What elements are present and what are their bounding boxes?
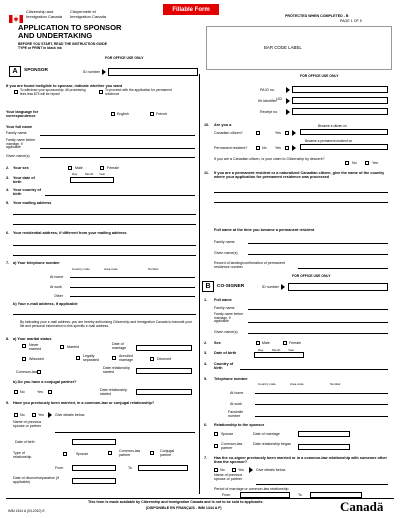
b-q5-label: Telephone number bbox=[214, 377, 248, 381]
arrow-icon bbox=[286, 109, 290, 115]
b-give-details-text: Give details below. bbox=[256, 468, 286, 472]
dob-field[interactable] bbox=[70, 177, 114, 183]
b-male-text: Male bbox=[262, 341, 270, 345]
work-phone-field[interactable] bbox=[70, 283, 195, 288]
conjugal-no-text: No bbox=[20, 390, 25, 394]
pa-id-field bbox=[292, 86, 388, 93]
q4-number: 4. bbox=[6, 188, 10, 192]
divorced-checkbox[interactable] bbox=[150, 357, 154, 361]
prev-dob-label: Date of birth bbox=[15, 440, 35, 444]
pr-family-name-label: Family name bbox=[214, 240, 235, 244]
arrow-icon bbox=[48, 412, 52, 418]
q9-label: Have you previously been married, in a common-law or conjugal relationship? bbox=[13, 401, 155, 405]
prev-dob-field[interactable] bbox=[72, 439, 116, 445]
citizen-by-descent-label: If you are a Canadian citizen, is your claim to Citizenship by descent? bbox=[214, 157, 325, 161]
pr-family-name-field[interactable] bbox=[248, 239, 388, 244]
b-given-names-label: Given name(s) bbox=[214, 330, 238, 334]
q9-number: 9. bbox=[6, 401, 10, 405]
b-year-label: Year bbox=[288, 348, 295, 352]
email-label: b) Your e-mail address, if applicable bbox=[13, 302, 78, 306]
pr-given-names-field[interactable] bbox=[248, 250, 388, 255]
male-checkbox[interactable] bbox=[68, 166, 72, 170]
country-birth-field[interactable] bbox=[45, 191, 195, 196]
annulled-text: Annulled marriage bbox=[119, 354, 134, 363]
french-checkbox[interactable] bbox=[150, 112, 154, 116]
mailing-line-2[interactable] bbox=[13, 220, 196, 225]
form-code: IMM 1344 A (03-2010) E bbox=[8, 509, 45, 513]
id-number-label-a: ID number bbox=[83, 70, 100, 74]
b-q1-label: Full name bbox=[214, 298, 232, 302]
home-phone-field[interactable] bbox=[70, 273, 195, 278]
q5-label: Your mailing address bbox=[13, 201, 52, 205]
other-phone-label: Other bbox=[54, 294, 63, 298]
descent-yes-checkbox[interactable] bbox=[365, 161, 369, 165]
b-q1-number: 1. bbox=[204, 298, 208, 302]
section-b-letter: B bbox=[202, 281, 214, 292]
b-prev-spouse-field[interactable] bbox=[256, 480, 388, 485]
arrow-icon bbox=[292, 145, 296, 151]
id-number-field-a bbox=[108, 68, 198, 76]
from-field[interactable] bbox=[72, 465, 116, 471]
b-prev-yes-checkbox[interactable] bbox=[232, 468, 236, 472]
q2-label: Your sex bbox=[13, 166, 29, 170]
date-rel-started-field-2[interactable] bbox=[136, 389, 192, 395]
id-number-field-b bbox=[288, 283, 388, 291]
full-name-pr-label: Full name at the time you became a permanent resident bbox=[214, 228, 315, 232]
b-facsimile-label: Facsimile number bbox=[228, 410, 244, 419]
q11-country-field-1[interactable] bbox=[214, 188, 388, 193]
gov-name-en: Citizenship and Immigration Canada bbox=[26, 9, 63, 19]
married-checkbox[interactable] bbox=[60, 345, 64, 349]
b-day-label: Day bbox=[258, 348, 264, 352]
type-spouse-text: Spouse bbox=[76, 452, 89, 456]
record-landing-field[interactable] bbox=[298, 264, 388, 269]
date-marriage-field[interactable] bbox=[136, 345, 192, 351]
b-q6-number: 6. bbox=[204, 423, 208, 427]
b-home-phone-field[interactable] bbox=[255, 389, 388, 394]
married-text: Married bbox=[67, 345, 80, 349]
english-text: English bbox=[117, 112, 129, 116]
b-family-name-field[interactable] bbox=[248, 305, 388, 310]
type-common-law-text: Common-law partner bbox=[119, 449, 141, 458]
b-q3-number: 3. bbox=[204, 351, 208, 355]
widowed-text: Widowed bbox=[29, 357, 44, 361]
given-names-label: Given name(s) bbox=[6, 154, 30, 158]
kit-id-label: Kit identifier bbox=[258, 99, 277, 103]
b-q4-number: 4. bbox=[204, 362, 208, 366]
b-common-law-text: Common-law partner bbox=[221, 442, 243, 451]
canada-wordmark: Canadä bbox=[340, 499, 384, 514]
form-title bbox=[18, 24, 122, 40]
country-code-label: Country code bbox=[72, 267, 90, 271]
date-rel-started-label: Date relationship started bbox=[103, 366, 130, 375]
male-text: Male bbox=[75, 166, 83, 170]
office-use-b: FOR OFFICE USE ONLY bbox=[292, 274, 331, 278]
conjugal-no-checkbox[interactable] bbox=[14, 390, 18, 394]
b-prev-yes-text: Yes bbox=[238, 468, 244, 472]
proceed-text: To proceed with the application for permanent residence bbox=[105, 88, 172, 96]
b-q4-label: Country of birth bbox=[214, 362, 234, 371]
never-married-checkbox[interactable] bbox=[22, 344, 26, 348]
q8-number: 8. bbox=[6, 337, 10, 341]
b-q3-label: Date of birth bbox=[214, 351, 237, 355]
descent-yes-text: Yes bbox=[372, 161, 378, 165]
q11-label: If you are a permanent resident or a naturalized Canadian citizen, give the name of the country where your application for permanent residence was processed bbox=[214, 171, 385, 180]
b-q5-number: 5. bbox=[204, 377, 208, 381]
annulled-checkbox[interactable] bbox=[112, 356, 116, 360]
title-line-1: APPLICATION TO SPONSOR bbox=[18, 23, 122, 32]
to-field[interactable] bbox=[138, 465, 188, 471]
b-month-label: Month bbox=[272, 348, 281, 352]
prev-married-yes-text: Yes bbox=[38, 413, 44, 417]
b-country-field[interactable] bbox=[240, 365, 388, 370]
from-label: From bbox=[55, 466, 64, 470]
title-line-2: AND UNDERTAKING bbox=[18, 31, 93, 40]
french-text: French bbox=[156, 112, 168, 116]
office-use-right: FOR OFFICE USE ONLY bbox=[300, 74, 339, 78]
kit-id-field bbox=[292, 97, 388, 104]
canada-flag-icon bbox=[9, 10, 23, 18]
never-married-text: Never married bbox=[29, 343, 42, 352]
female-checkbox[interactable] bbox=[100, 166, 104, 170]
q3-number: 3. bbox=[6, 176, 10, 180]
canadian-citizen-label: Canadian citizen? bbox=[214, 131, 243, 135]
date-divorce-label: Date of divorce/separation (if applicable) bbox=[13, 476, 59, 485]
dob-year-label: Year bbox=[99, 172, 106, 176]
protected-label: PROTECTED WHEN COMPLETED - B bbox=[285, 14, 349, 18]
q10-label: Are you a bbox=[214, 123, 232, 127]
descent-no-text: No bbox=[352, 161, 357, 165]
family-name-field[interactable] bbox=[40, 131, 195, 136]
instruction-2: TYPE or PRINT in black ink bbox=[18, 46, 62, 50]
female-text: Female bbox=[107, 166, 119, 170]
type-conjugal-text: Conjugal partner bbox=[160, 449, 175, 458]
type-spouse-checkbox[interactable] bbox=[63, 452, 67, 456]
type-common-law-checkbox[interactable] bbox=[108, 451, 112, 455]
q8-label: a) Your marital status bbox=[13, 337, 52, 341]
proceed-checkbox[interactable] bbox=[99, 90, 103, 94]
legally-separated-checkbox[interactable] bbox=[76, 356, 80, 360]
became-pr-label: Became a permanent resident on bbox=[305, 139, 353, 143]
office-use-a: FOR OFFICE USE ONLY bbox=[105, 56, 144, 60]
withdraw-checkbox[interactable] bbox=[14, 90, 18, 94]
b-prev-no-checkbox[interactable] bbox=[214, 468, 218, 472]
b-date-rel-began-label: Date relationship began bbox=[253, 442, 291, 446]
column-divider bbox=[199, 74, 200, 494]
footer-divider bbox=[6, 498, 394, 499]
common-law-checkbox[interactable] bbox=[37, 370, 41, 374]
conjugal-yes-text: Yes bbox=[37, 390, 43, 394]
arrow-icon bbox=[286, 98, 290, 104]
receipt-label: Receipt no. bbox=[260, 110, 279, 114]
became-citizen-label: Became a citizen on bbox=[318, 124, 347, 128]
q7-number: 7. bbox=[6, 261, 10, 265]
citizen-yes-text: Yes bbox=[275, 131, 281, 135]
fillable-form-badge: Fillable Form bbox=[163, 4, 219, 15]
prev-married-no-checkbox[interactable] bbox=[14, 413, 18, 417]
b-work-phone-field[interactable] bbox=[255, 400, 388, 405]
b-number-label: Number bbox=[330, 382, 341, 386]
b-family-before-field[interactable] bbox=[248, 318, 388, 323]
withdraw-text: To withdraw your sponsorship. All processing fees less $75 will be repaid bbox=[20, 88, 86, 96]
q2-number: 2. bbox=[6, 166, 10, 170]
q5-number: 5. bbox=[6, 201, 10, 205]
given-names-field[interactable] bbox=[40, 153, 195, 158]
b-q2-label: Sex bbox=[214, 341, 221, 345]
date-divorce-field[interactable] bbox=[72, 478, 116, 484]
b-fax-field[interactable] bbox=[255, 412, 388, 417]
date-rel-started-field[interactable] bbox=[136, 368, 192, 374]
section-b-title: CO-SIGNER bbox=[217, 284, 245, 289]
prev-spouse-field[interactable] bbox=[55, 428, 195, 433]
q3-label: Your date of birth bbox=[13, 176, 35, 185]
mailing-line-1[interactable] bbox=[13, 210, 196, 215]
b-period-label: Period of marriage or common-law relationship bbox=[214, 487, 289, 491]
language-label: Your language for correspondence bbox=[6, 110, 39, 119]
page-number: PAGE 1 OF 5 bbox=[340, 19, 362, 23]
prev-married-yes-checkbox[interactable] bbox=[32, 413, 36, 417]
other-phone-field[interactable] bbox=[70, 292, 195, 297]
full-name-label: Your full name bbox=[6, 125, 33, 129]
conjugal-yes-checkbox[interactable] bbox=[48, 390, 52, 394]
email-note: By indicating your e-mail address, you are hereby authorizing Citizenship and Immigration Canada to transmit your file and personal information to this specific e-mail address. bbox=[20, 320, 192, 328]
b-country-code-label: Country code bbox=[258, 382, 276, 386]
pr-yes-text: Yes bbox=[275, 146, 281, 150]
descent-no-checkbox[interactable] bbox=[345, 161, 349, 165]
footer-notice: This form is made available by Citizenship and Immigration Canada and is not to be sold to applicants. bbox=[88, 500, 264, 504]
instruction-1: BEFORE YOU START, READ THE INSTRUCTION GUIDE bbox=[18, 42, 107, 46]
q6-label: Your residential address, if different from your mailing address bbox=[13, 231, 127, 235]
b-female-checkbox[interactable] bbox=[283, 341, 287, 345]
uci-label: UCI bbox=[276, 97, 283, 101]
at-home-label: At home bbox=[50, 275, 64, 279]
b-prev-no-text: No bbox=[220, 468, 225, 472]
b-q7-number: 7. bbox=[204, 456, 208, 460]
barcode-label: BAR CODE LABEL bbox=[264, 45, 302, 50]
date-rel-started-label-2: Date relationship started bbox=[100, 388, 127, 397]
give-details-text: Give details below. bbox=[55, 413, 85, 417]
b-to-label: To bbox=[298, 493, 302, 497]
record-landing-label: Record of landing/confirmation of permanent residence number bbox=[214, 261, 285, 270]
receipt-field bbox=[292, 108, 388, 115]
pr-no-text: No bbox=[262, 146, 267, 150]
q8b-label: b) Do you have a conjugal partner? bbox=[13, 380, 77, 384]
family-name-before-label: Family name before marriage, if applicable bbox=[6, 138, 36, 150]
b-dob-field[interactable] bbox=[254, 352, 304, 358]
b-family-before-label: Family name before marriage, if applicable bbox=[214, 312, 244, 324]
citizen-yes-checkbox[interactable] bbox=[285, 131, 289, 135]
section-a-title: SPONSOR bbox=[24, 68, 48, 73]
name-prev-spouse-label: Name of previous spouse or partner bbox=[13, 420, 42, 429]
b-name-prev-spouse-label: Name of previous spouse or partner bbox=[214, 473, 243, 482]
q6-number: 6. bbox=[6, 231, 10, 235]
b-q7-label: Has the co-signer previously been married or in a common-law relationship with someone other than the sponsor? bbox=[214, 456, 388, 465]
date-marriage-label: Date of marriage bbox=[112, 342, 127, 351]
citizen-no-checkbox[interactable] bbox=[256, 131, 260, 135]
widowed-checkbox[interactable] bbox=[22, 357, 26, 361]
pr-yes-checkbox[interactable] bbox=[285, 146, 289, 150]
arrow-icon bbox=[102, 69, 106, 75]
residential-line-2[interactable] bbox=[13, 251, 196, 256]
type-rel-label: Type of relationship bbox=[13, 451, 32, 460]
common-law-text: Common-law bbox=[16, 370, 38, 374]
residential-line-1[interactable] bbox=[13, 241, 196, 246]
b-spouse-text: Spouse bbox=[221, 432, 234, 436]
q4-label: Your country of birth bbox=[13, 188, 41, 197]
prev-married-no-text: No bbox=[20, 413, 25, 417]
pr-no-checkbox[interactable] bbox=[256, 146, 260, 150]
dob-month-label: Month bbox=[85, 172, 94, 176]
legally-separated-text: Legally separated bbox=[83, 354, 99, 363]
at-work-label: At work bbox=[50, 285, 62, 289]
dob-day-label: Day bbox=[72, 172, 78, 176]
b-q2-number: 2. bbox=[204, 341, 208, 345]
family-name-label: Family name bbox=[6, 131, 27, 135]
family-name-before-field[interactable] bbox=[40, 144, 195, 149]
b-area-code-label: Area code bbox=[290, 382, 304, 386]
b-date-marriage-field[interactable] bbox=[298, 431, 350, 437]
arrow-icon bbox=[292, 130, 296, 136]
type-conjugal-checkbox[interactable] bbox=[150, 451, 154, 455]
pa-id-label: PA ID no. bbox=[260, 88, 275, 92]
q11-country-field-2[interactable] bbox=[214, 198, 388, 203]
b-date-marriage-label: Date of marriage bbox=[253, 432, 280, 436]
b-from-label: From bbox=[222, 493, 231, 497]
to-label: To bbox=[128, 466, 132, 470]
divorced-text: Divorced bbox=[157, 357, 172, 361]
id-number-label-b: ID number bbox=[262, 285, 279, 289]
b-spouse-checkbox[interactable] bbox=[214, 432, 218, 436]
q1-label: If you are found ineligible to sponsor, indicate whether you want bbox=[6, 84, 123, 88]
b-female-text: Female bbox=[289, 341, 301, 345]
b-at-home-label: At home bbox=[230, 391, 244, 395]
gov-name-fr: Citoyenneté et Immigration Canada bbox=[70, 9, 107, 19]
q7-label: a) Your telephone number bbox=[13, 261, 60, 265]
became-pr-field[interactable] bbox=[300, 144, 388, 150]
footer-french: (DISPONIBLE EN FRANÇAIS - IMM 1344 A F) bbox=[146, 506, 222, 510]
pr-given-names-label: Given name(s) bbox=[214, 251, 238, 255]
b-given-names-field[interactable] bbox=[248, 329, 388, 334]
arrow-icon bbox=[286, 87, 290, 93]
q11-number: 11. bbox=[204, 171, 210, 175]
area-code-label: Area code bbox=[104, 267, 118, 271]
permanent-resident-label: Permanent resident? bbox=[214, 146, 248, 150]
section-a-letter: A bbox=[9, 66, 21, 77]
b-male-checkbox[interactable] bbox=[256, 341, 260, 345]
arrow-icon bbox=[281, 284, 285, 290]
b-at-work-label: At work bbox=[230, 402, 242, 406]
b-family-name-label: Family name bbox=[214, 306, 235, 310]
email-field[interactable] bbox=[13, 310, 196, 315]
number-label: Number bbox=[148, 267, 159, 271]
q10-number: 10. bbox=[204, 123, 210, 127]
b-date-rel-began-field[interactable] bbox=[298, 444, 350, 450]
became-citizen-field[interactable] bbox=[300, 129, 388, 135]
b-q6-label: Relationship to the sponsor bbox=[214, 423, 265, 427]
english-checkbox[interactable] bbox=[111, 112, 115, 116]
b-common-law-checkbox[interactable] bbox=[214, 444, 218, 448]
